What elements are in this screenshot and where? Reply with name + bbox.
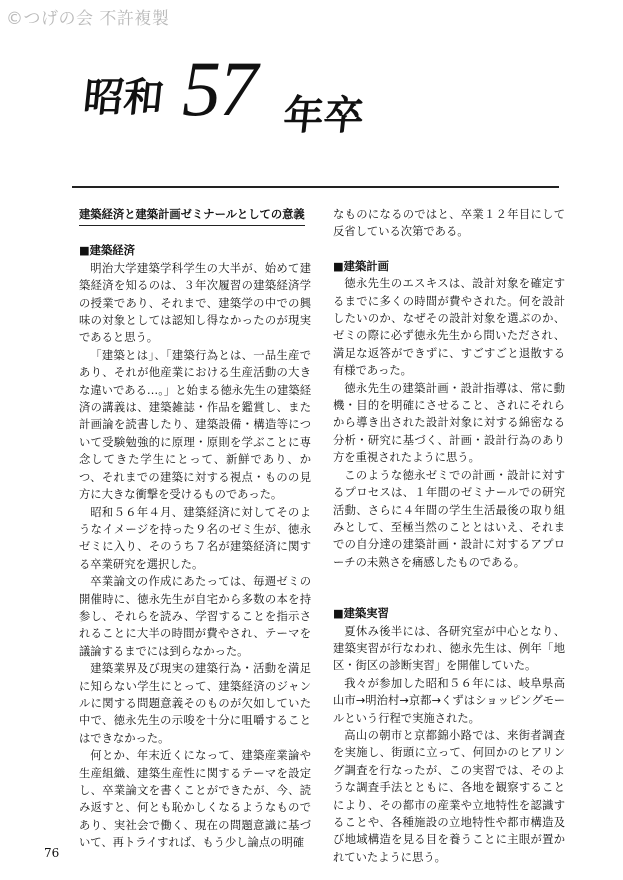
paragraph: 「建築とは」、「建築行為とは、一品生産であり、それが他産業における生産活動の大きな違いである…。」と始まる徳永先生の建築経済の講義は、建築雑誌・作品を鑑賞し、また計画論を読書したり、建築設備・構造等について受験勉強的に原理・原則を学ぶことに専念してきた学生にとって、新鮮であり、かつ、それまでの建築に対する視点・ものの見方に大きな衝撃を受けるものであった。 bbox=[79, 348, 311, 502]
paragraph: 明治大学建築学科学生の大半が、始めて建築経済を知るのは、３年次履習の建築経済学の授業であり、それまで、建築学の中での興味の対象としては認知し得なかったのが現実であると思う。 bbox=[79, 261, 311, 345]
paragraph: 夏休み後半には、各研究室が中心となり、建築実習が行なわれ、徳永先生は、例年「地区・街区の診断実習」を開催していた。 bbox=[333, 624, 565, 673]
paragraph: このような徳永ゼミでの計画・設計に対するプロセスは、１年間のゼミナールでの研究活動、さらに４年間の学生生活最後の取り組みとして、至極当然のこととはいえ、それまでの自分達の建築計画・設計に対するアプローチの未熟さを痛感したものである。 bbox=[333, 468, 565, 569]
right-column bbox=[333, 206, 565, 866]
paragraph-continuation: なものになるのではと、卒業１２年目にして反省している次第である。 bbox=[333, 208, 565, 239]
section-heading-practicum: ■建築実習 bbox=[333, 607, 389, 621]
title-year-number: 57 bbox=[182, 45, 256, 132]
title-graduation: 年卒 bbox=[281, 92, 367, 139]
section-heading-economics: ■建築経済 bbox=[79, 244, 135, 258]
title-divider bbox=[72, 186, 559, 188]
title-era: 昭和 bbox=[81, 74, 167, 121]
paragraph: 建築業界及び現実の建築行為・活動を満足に知らない学生にとって、建築経済のジャンルに関する問題意義そのものが欠如していた中で、徳永先生の示唆を十分に咀嚼することはできなかった。 bbox=[79, 662, 311, 745]
paragraph: 昭和５６年４月、建築経済に対してそのようなイメージを持った９名のゼミ生が、徳永ゼミに入り、そのうち７名が建築経済に関する卒業研究を選択した。 bbox=[79, 505, 311, 571]
paragraph: 徳永先生の建築計画・設計指導は、常に動機・目的を明確にさせること、されにそれらから導き出された設計対象に対する綿密なる分析・研究に基づく、計画・設計行為のあり方を重視されたように思う。 bbox=[333, 381, 565, 465]
watermark: ©つげの会 不許複製 bbox=[6, 9, 170, 29]
paragraph: 我々が参加した昭和５６年には、岐阜県高山市→明治村→京都→くずはショッピングモールという行程で実施された。 bbox=[333, 676, 565, 725]
paragraph: 高山の朝市と京都錦小路では、来街者調査を実施し、街頭に立って、何回かのヒアリング調査を行なったが、この実習では、そのような調査手法とともに、各地を観察することにより、その都市の産業や立地特性を認識することや、各種施設の立地特性や都市構造及び地域構造を見る目を養うことに主眼が置かれていたように思う。 bbox=[333, 728, 565, 864]
paragraph: 徳永先生のエスキスは、設計対象を確定するまでに多くの時間が費やされた。何を設計したいのか、なぜその設計対象を選ぶのか、ゼミの際に必ず徳永先生から問いただされ、満足な返答ができずに、すごすごと退散する有様であった。 bbox=[333, 277, 565, 378]
article-subtitle: 建築経済と建築計画ゼミナールとしての意義 bbox=[79, 206, 305, 226]
paragraph: 卒業論文の作成にあたっては、毎週ゼミの開催時に、徳永先生が自宅から多数の本を持参し、それらを読み、学習することを指示されることに大半の時間が費やされ、テーマを議論するまでには到らなかった。 bbox=[79, 575, 311, 658]
left-column bbox=[79, 206, 311, 852]
section-heading-planning: ■建築計画 bbox=[333, 259, 389, 273]
paragraph: 何とか、年末近くになって、建築産業論や生産組織、建築生産性に関するテーマを設定し、卒業論文を書くことができたが、今、読み返すと、何とも恥かしくなるようなものであり、実社会で働く、現在の問題意識に基づいて、再トライすれば、もう少し論点の明確 bbox=[79, 749, 311, 850]
page-number: 76 bbox=[44, 846, 60, 860]
